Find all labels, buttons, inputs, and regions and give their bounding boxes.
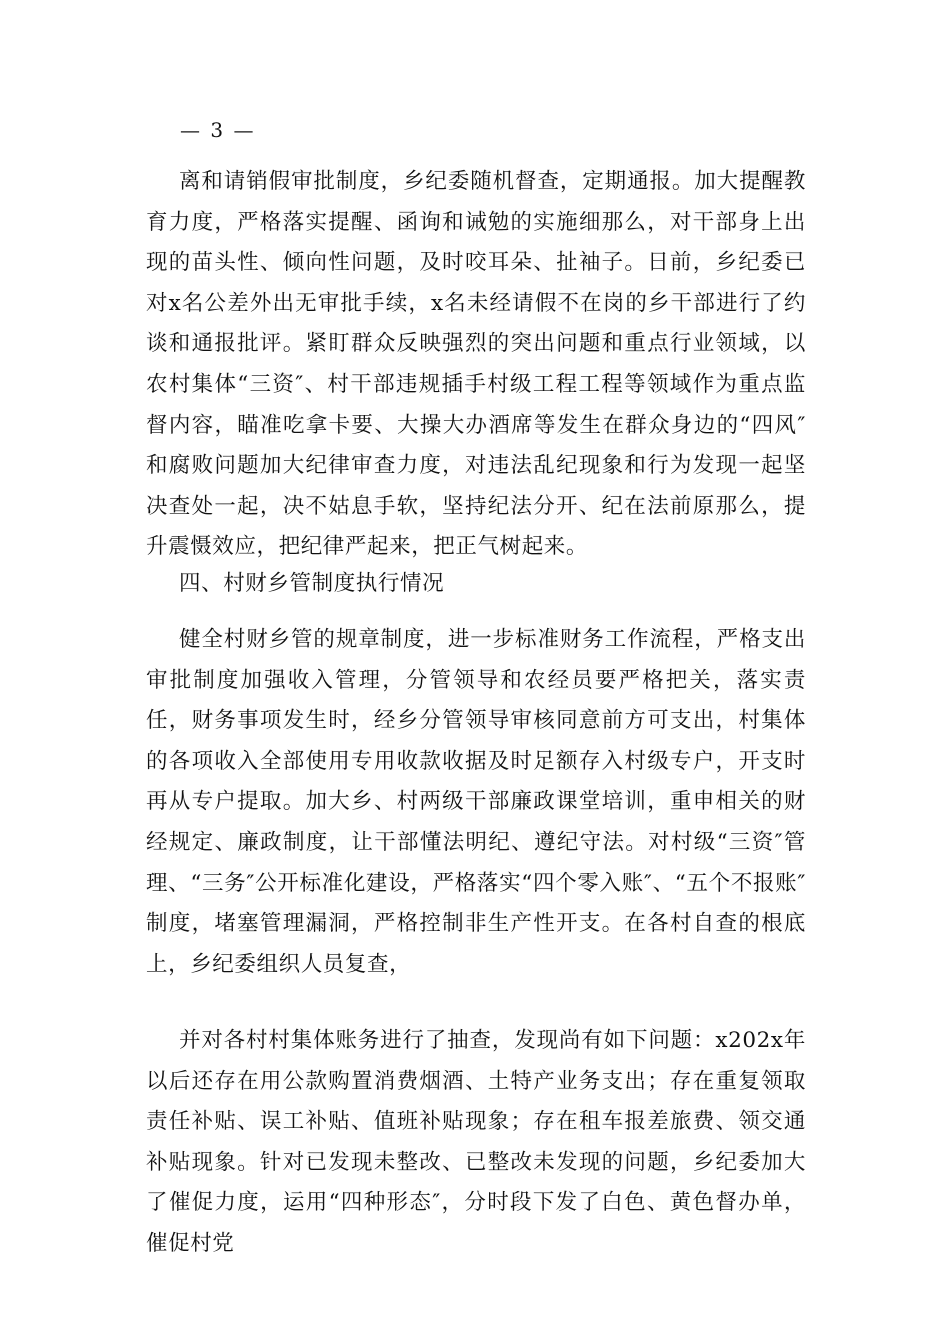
body-paragraph: 健全村财乡管的规章制度，进一步标准财务工作流程，严格支出审批制度加强收入管理，分管领导和农经员要严格把关，落实责任，财务事项发生时，经乡分管领导审核同意前方可支出，村集体的各项收入全部使用专用收款收据及时足额存入村级专户，开支时再从专户提取。加大乡、村两级干部廉政课堂培训，重申相关的财经规定、廉政制度，让干部懂法明纪、遵纪守法。对村级“三资″管理、“三务″公开标准化建设，严格落实“四个零入账″、“五个不报账″制度，堵塞管理漏洞，严格控制非生产性开支。在各村自查的根底上，乡纪委组织人员复查， [146,627,806,977]
body-paragraph: 离和请销假审批制度，乡纪委随机督查，定期通报。加大提醒教育力度，严格落实提醒、函询和诫勉的实施细那么，对干部身上出现的苗头性、倾向性问题，及时咬耳朵、扯袖子。日前，乡纪委已对x名公差外出无审批手续，x名未经请假不在岗的乡干部进行了约谈和通报批评。紧盯群众反映强烈的突出问题和重点行业领域，以农村集体“三资″、村干部违规插手村级工程工程等领域作为重点监督内容，瞄准吃拿卡要、大操大办酒席等发生在群众身边的“四风″和腐败问题加大纪律审查力度，对违法乱纪现象和行为发现一起坚决查处一起，决不姑息手软，坚持纪法分开、纪在法前原那么，提升震慑效应，把纪律严起来，把正气树起来。 [146,169,806,560]
body-paragraph: 并对各村村集体账务进行了抽查，发现尚有如下问题：x202x年以后还存在用公款购置消费烟酒、土特产业务支出；存在重复领取责任补贴、误工补贴、值班补贴现象；存在租车报差旅费、领交通补贴现象。针对已发现未整改、已整改未发现的问题，乡纪委加大了催促力度，运用“四种形态″，分时段下发了白色、黄色督办单，催促村党 [146,1028,806,1256]
page-number: — 3 — [180,118,256,142]
section-heading: 四、村财乡管制度执行情况 [179,571,445,596]
